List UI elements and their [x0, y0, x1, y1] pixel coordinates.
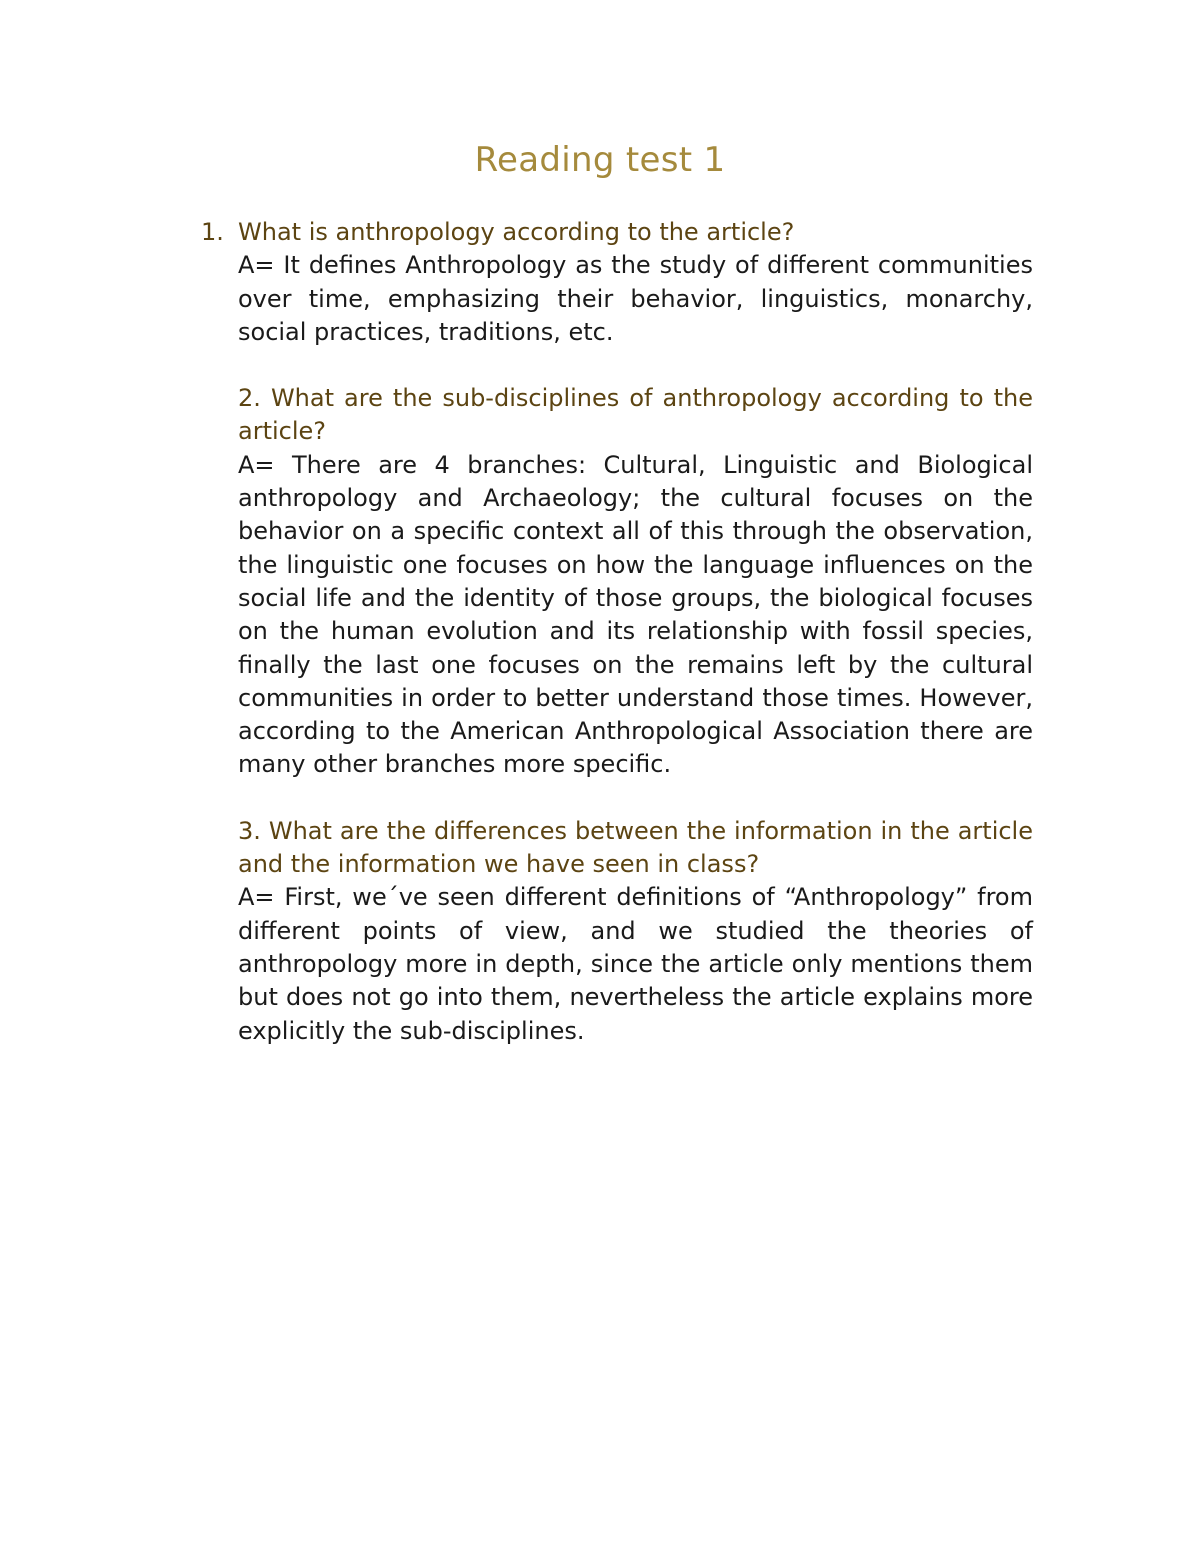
question-1-number: 1. — [201, 218, 224, 246]
answer-2: A= There are 4 branches: Cultural, Linguistic and Biological anthropology and Archaeology; the cultural focuses on the behavior on a specific context all of this through the observation, the linguistic one focuses on how the language influences on the social life and the identity of those groups, the biological focuses on the human evolution and its relationship with fossil species, finally the last one focuses on the remains left by the cultural communities in order to better understand those times. However, according to the American Anthropological Association there are many other branches more specific. — [238, 450, 1033, 779]
document-body — [201, 216, 1033, 1048]
question-block-2 — [238, 382, 1033, 782]
question-block-3 — [238, 815, 1033, 1048]
paragraph-gap — [238, 349, 1033, 382]
page-title: Reading test 1 — [474, 140, 726, 180]
answer-3: A= First, we´ve seen different definitions of “Anthropology” from different points of view, and we studied the theories of anthropology more in depth, since the article only mentions them but does not go into them, nevertheless the article explains more explicitly the sub-disciplines. — [238, 883, 1033, 1045]
question-1 — [201, 216, 1033, 249]
question-3: 3. What are the differences between the information in the article and the information we have seen in class? — [238, 816, 1033, 879]
answer-1: A= It defines Anthropology as the study of different communities over time, emphasizing their behavior, linguistics, monarchy, social practices, traditions, etc. — [238, 251, 1033, 346]
paragraph-gap — [238, 782, 1033, 815]
question-block-1 — [201, 216, 1033, 349]
question-1-text: What is anthropology according to the article? — [238, 218, 795, 246]
question-2: 2. What are the sub-disciplines of anthropology according to the article? — [238, 384, 1033, 446]
